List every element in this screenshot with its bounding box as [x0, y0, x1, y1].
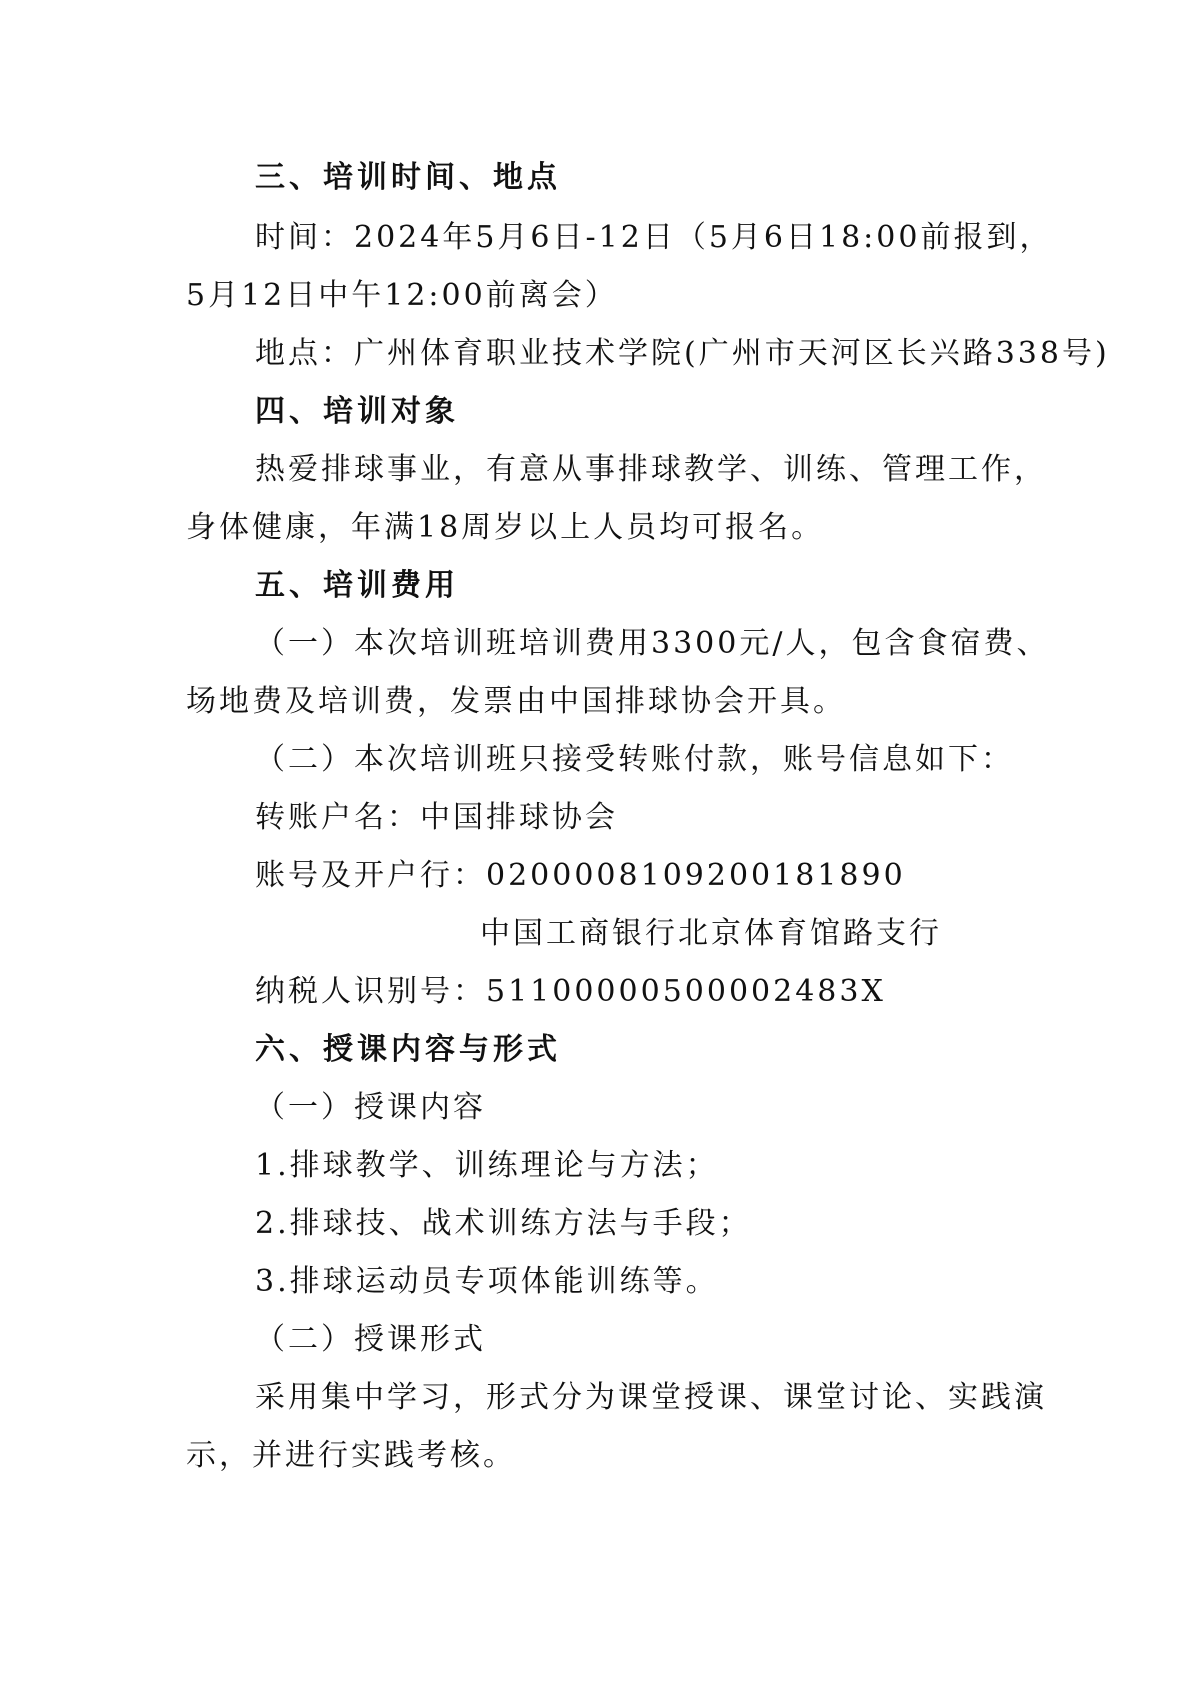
target-audience-line-2: 身体健康，年满18周岁以上人员均可报名。: [186, 510, 825, 545]
section-6-heading: 六、授课内容与形式: [255, 1032, 561, 1067]
account-number: 账号及开户行：0200008109200181890: [255, 858, 906, 893]
course-content-item-1: 1.排球教学、训练理论与方法；: [255, 1148, 719, 1183]
section-5-heading: 五、培训费用: [255, 568, 459, 603]
course-content-item-2: 2.排球技、战术训练方法与手段；: [255, 1206, 752, 1241]
fee-item-2: （二）本次培训班只接受转账付款，账号信息如下：: [255, 742, 1014, 777]
course-form-line-1: 采用集中学习，形式分为课堂授课、课堂讨论、实践演: [255, 1380, 1047, 1415]
section-4-heading: 四、培训对象: [255, 394, 459, 429]
section-3-heading: 三、培训时间、地点: [255, 160, 561, 195]
course-content-subheading: （一）授课内容: [255, 1090, 486, 1125]
bank-name: 中国工商银行北京体育馆路支行: [480, 916, 942, 951]
course-form-line-2: 示，并进行实践考核。: [186, 1438, 516, 1473]
target-audience-line-1: 热爱排球事业，有意从事排球教学、训练、管理工作，: [255, 452, 1047, 487]
tax-id: 纳税人识别号：51100000500002483X: [255, 974, 886, 1009]
course-form-subheading: （二）授课形式: [255, 1322, 486, 1357]
training-time-line-1: 时间：2024年5月6日-12日（5月6日18:00前报到，: [255, 220, 1053, 255]
course-content-item-3: 3.排球运动员专项体能训练等。: [255, 1264, 719, 1299]
account-name: 转账户名：中国排球协会: [255, 800, 618, 835]
training-time-line-2: 5月12日中午12:00前离会）: [186, 278, 618, 313]
training-place: 地点：广州体育职业技术学院(广州市天河区长兴路338号): [255, 336, 1110, 371]
fee-item-1-line-1: （一）本次培训班培训费用3300元/人，包含食宿费、: [255, 626, 1050, 661]
fee-item-1-line-2: 场地费及培训费，发票由中国排球协会开具。: [186, 684, 846, 719]
